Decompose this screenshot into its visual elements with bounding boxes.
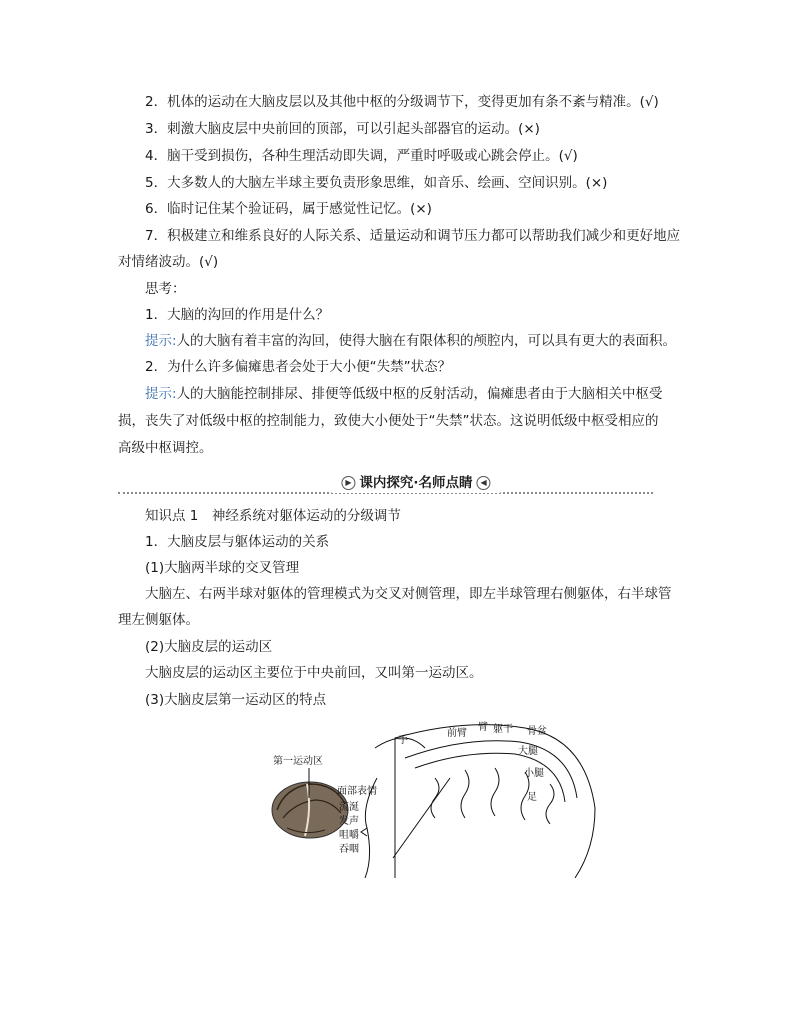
paragraph-cross-control-line2: 理左侧躯体。	[118, 612, 199, 628]
label-motor-area: 第一运动区	[273, 756, 323, 767]
label-foot: 足	[527, 792, 537, 803]
motor-cortex-figure	[265, 718, 690, 878]
question-1-hint	[145, 331, 676, 351]
judgement-3: 3．刺激大脑皮层中央前回的顶部，可以引起头部器官的运动。(×)	[145, 121, 540, 137]
label-face: 面部表情	[337, 786, 377, 797]
right-arrow-icon: ▶	[341, 476, 355, 490]
label-hand: 手	[398, 735, 408, 746]
judgement-5: 5．大多数人的大脑左半球主要负责形象思维，如音乐、绘画、空间识别。(×)	[145, 175, 608, 191]
left-arrow-icon: ◀	[477, 476, 491, 490]
judgement-7-line2: 对情绪波动。(√)	[118, 254, 219, 270]
hint-text: 人的大脑有着丰富的沟回，使得大脑在有限体积的颅腔内，可以具有更大的表面积。	[176, 333, 677, 349]
question-2: 2．为什么许多偏瘫患者会处于大小便“失禁”状态？	[145, 359, 452, 375]
paragraph-motor-area: 大脑皮层的运动区主要位于中央前回，又叫第一运动区。	[145, 665, 483, 681]
subheading-1-3: (3)大脑皮层第一运动区的特点	[145, 692, 327, 708]
judgement-6: 6．临时记住某个验证码，属于感觉性记忆。(×)	[145, 201, 432, 217]
knowledge-point-heading: 知识点 1 神经系统对躯体运动的分级调节	[145, 508, 401, 524]
question-1: 1．大脑的沟回的作用是什么？	[145, 307, 330, 323]
cortex-section	[361, 725, 595, 878]
judgement-7-line1: 7．积极建立和维系良好的人际关系、适量运动和调节压力都可以帮助我们减少和更好地应	[145, 228, 681, 244]
banner-title-wrap	[331, 473, 500, 493]
hint-label: 提示:	[145, 333, 177, 349]
label-swallow: 吞咽	[339, 844, 359, 855]
judgement-2: 2．机体的运动在大脑皮层以及其他中枢的分级调节下，变得更加有条不紊与精准。(√)	[145, 94, 659, 110]
label-calf: 小腿	[524, 768, 544, 779]
label-pelvis: 骨盆	[527, 726, 547, 737]
label-salivate: 流涎	[339, 802, 359, 813]
label-chew: 咀嚼	[339, 830, 359, 841]
question-2-hint-line1	[145, 384, 663, 404]
label-trunk: 躯干	[493, 724, 513, 735]
label-forearm: 前臂	[447, 728, 467, 739]
question-2-hint-line2: 损，丧失了对低级中枢的控制能力，致使大小便处于“失禁”状态。这说明低级中枢受相应的	[118, 413, 659, 429]
subheading-1-2: (2)大脑皮层的运动区	[145, 639, 273, 655]
hint-label: 提示:	[145, 386, 177, 402]
label-vocalize: 发声	[339, 816, 359, 827]
label-arm: 臂	[478, 722, 488, 733]
judgement-4: 4．脑干受到损伤，各种生理活动即失调，严重时呼吸或心跳会停止。(√)	[145, 148, 578, 164]
section-banner	[118, 473, 653, 495]
paragraph-cross-control-line1: 大脑左、右两半球对躯体的管理模式为交叉对侧管理，即左半球管理右侧躯体，右半球管	[145, 586, 672, 602]
question-2-hint-line3: 高级中枢调控。	[118, 440, 213, 456]
subheading-1: 1．大脑皮层与躯体运动的关系	[145, 534, 330, 550]
subheading-1-1: (1)大脑两半球的交叉管理	[145, 560, 300, 576]
think-label: 思考：	[145, 281, 186, 297]
banner-title: 课内探究·名师点睛	[359, 475, 473, 491]
label-thigh: 大腿	[518, 746, 538, 757]
hint-text: 人的大脑能控制排尿、排便等低级中枢的反射活动，偏瘫患者由于大脑相关中枢受	[176, 386, 663, 402]
